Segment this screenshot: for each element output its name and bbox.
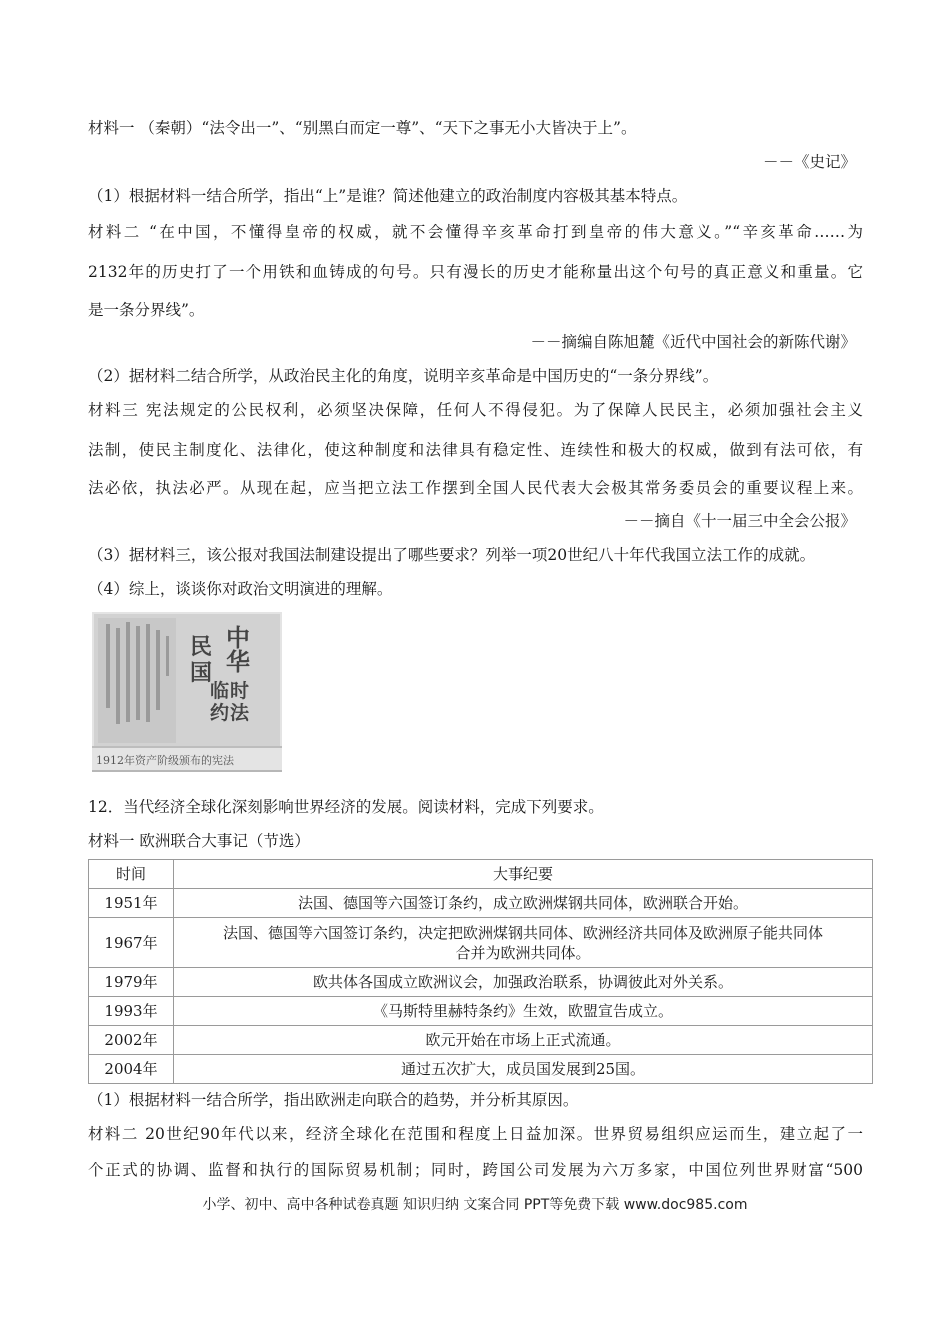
material-3-line-1: 材料三 宪法规定的公民权利，必须坚决保障，任何人不得侵犯。为了保障人民民主，必须加强社会主义 xyxy=(88,401,863,419)
table-cell-event: 通过五次扩大，成员国发展到25国。 xyxy=(174,1055,873,1084)
photo-title-char: 时 xyxy=(230,680,251,702)
material-2-source: －－摘编自陈旭麓《近代中国社会的新陈代谢》 xyxy=(530,333,856,351)
table-row xyxy=(89,997,873,1026)
material-12-2-line-1: 材料二 20世纪90年代以来，经济全球化在范围和程度上日益加深。世界贸易组织应运而生，建立起了一 xyxy=(88,1125,863,1143)
page-footer: 小学、初中、高中各种试卷真题 知识归纳 文案合同 PPT等免费下载 www.doc985.com xyxy=(202,1197,748,1213)
table-cell-year: 1993年 xyxy=(89,997,174,1026)
table-cell-year: 2004年 xyxy=(89,1055,174,1084)
table-header: 大事纪要 xyxy=(174,860,873,889)
material-2-line-3: 是一条分界线”。 xyxy=(88,301,205,319)
photo-title-char: 中 xyxy=(226,623,250,652)
question-2: （2）据材料二结合所学，从政治民主化的角度，说明辛亥革命是中国历史的“一条分界线”。 xyxy=(88,367,719,385)
table-header-row xyxy=(89,860,873,889)
table-row xyxy=(89,968,873,997)
material-3-line-3: 法必依，执法必严。从现在起，应当把立法工作摆到全国人民代表大会极其常务委员会的重要议程上来。 xyxy=(88,479,863,497)
constitution-photo xyxy=(92,612,282,772)
table-cell-year: 2002年 xyxy=(89,1026,174,1055)
material-12-2-line-2: 个正式的协调、监督和执行的国际贸易机制；同时，跨国公司发展为六万多家，中国位列世界财富“500 xyxy=(88,1161,863,1179)
table-row xyxy=(89,1055,873,1084)
table-cell-event: 法国、德国等六国签订条约，成立欧洲煤钢共同体，欧洲联合开始。 xyxy=(174,889,873,918)
table-header: 时间 xyxy=(89,860,174,889)
table-cell-event-line: 法国、德国等六国签订条约，决定把欧洲煤钢共同体、欧洲经济共同体及欧洲原子能共同体 xyxy=(222,923,823,942)
question-1: （1）根据材料一结合所学，指出“上”是谁？简述他建立的政治制度内容极其基本特点。 xyxy=(88,187,688,205)
question-12-1: （1）根据材料一结合所学，指出欧洲走向联合的趋势，并分析其原因。 xyxy=(88,1091,579,1109)
question-3: （3）据材料三，该公报对我国法制建设提出了哪些要求？列举一项20世纪八十年代我国立法工作的成就。 xyxy=(88,546,816,564)
table-cell-year: 1951年 xyxy=(89,889,174,918)
photo-title-char: 华 xyxy=(226,647,250,676)
question-12-intro: 12．当代经济全球化深刻影响世界经济的发展。阅读材料，完成下列要求。 xyxy=(88,798,604,816)
eu-events-table xyxy=(88,859,873,1084)
table-row xyxy=(89,1026,873,1055)
photo-title-char: 民 xyxy=(190,634,213,660)
photo-title-char: 国 xyxy=(190,660,213,686)
material-2-line-2: 2132年的历史打了一个用铁和血铸成的句号。只有漫长的历史才能称量出这个句号的真正意义和重量。它 xyxy=(88,263,863,281)
material-3-line-2: 法制，使民主制度化、法律化，使这种制度和法律具有稳定性、连续性和极大的权威，做到有法可依，有 xyxy=(88,441,863,459)
table-cell-event: 欧共体各国成立欧洲议会，加强政治联系，协调彼此对外关系。 xyxy=(174,968,873,997)
photo-title-char: 约 xyxy=(210,702,231,724)
table-cell-event: 《马斯特里赫特条约》生效，欧盟宣告成立。 xyxy=(174,997,873,1026)
table-cell-event-line: 合并为欧洲共同体。 xyxy=(455,943,591,962)
table-row xyxy=(89,918,873,968)
table-row xyxy=(89,889,873,918)
question-4: （4）综上，谈谈你对政治文明演进的理解。 xyxy=(88,580,393,598)
table-cell-event: 欧元开始在市场上正式流通。 xyxy=(174,1026,873,1055)
material-eu-title: 材料一 欧洲联合大事记（节选） xyxy=(88,832,310,850)
table-cell-event xyxy=(174,918,873,968)
photo-caption: 1912年资产阶级颁布的宪法 xyxy=(96,754,234,767)
table-cell-year: 1967年 xyxy=(89,918,174,968)
material-3-source: －－摘自《十一届三中全会公报》 xyxy=(623,512,856,530)
table-cell-year: 1979年 xyxy=(89,968,174,997)
material-2-line-1: 材料二 “在中国，不懂得皇帝的权威，就不会懂得辛亥革命打到皇帝的伟大意义。”“辛亥革命……为 xyxy=(88,223,863,241)
material-1-source: －－《史记》 xyxy=(762,153,856,171)
photo-title-char: 临 xyxy=(210,680,231,702)
photo-title-char: 法 xyxy=(230,702,251,724)
material-1-text: 材料一 （秦朝）“法令出一”、“别黑白而定一尊”、“天下之事无小大皆决于上”。 xyxy=(88,119,637,137)
